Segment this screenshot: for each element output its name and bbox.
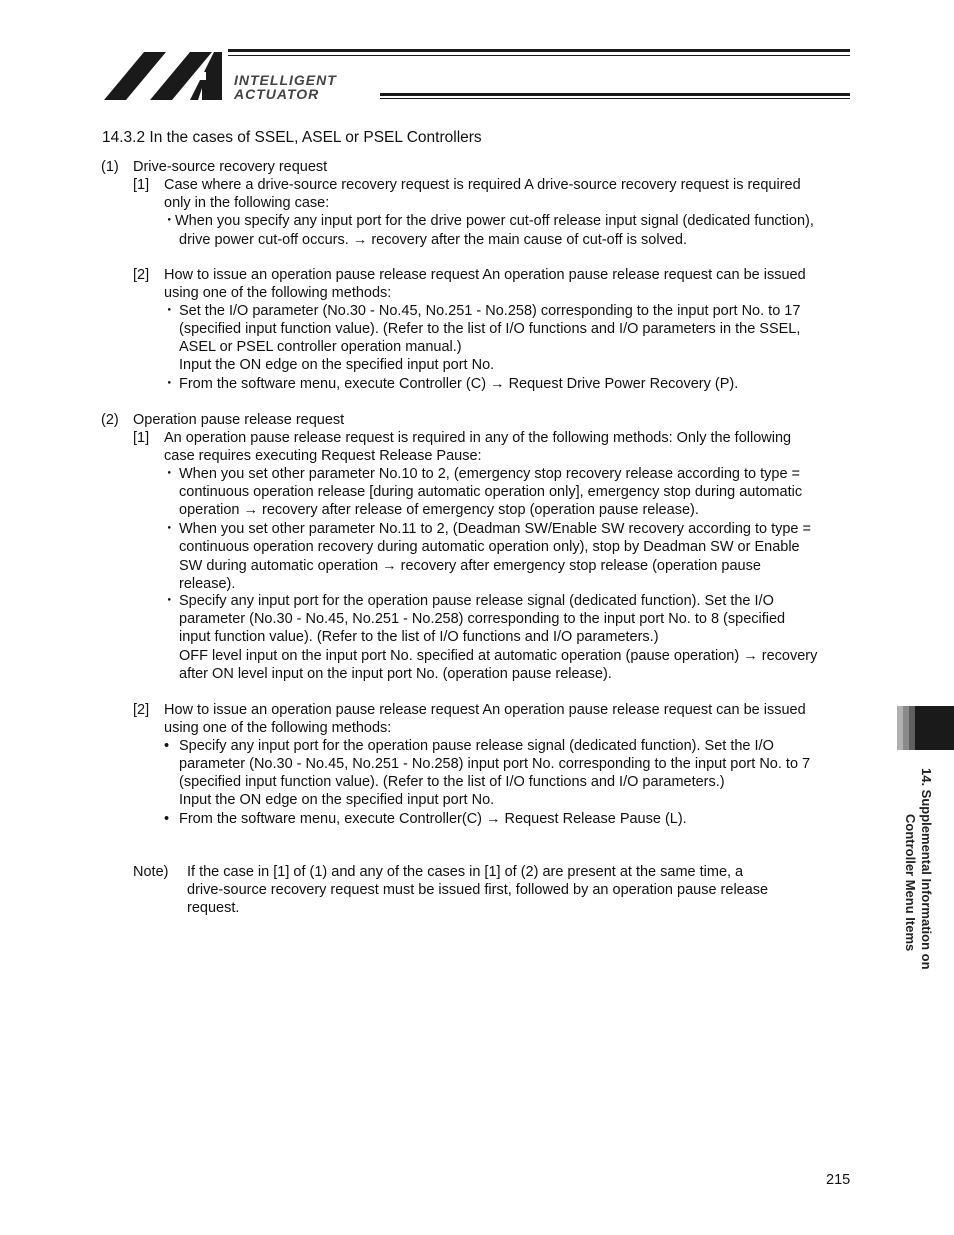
note-line: request. — [187, 900, 240, 916]
bullet-mark: ・ — [162, 303, 177, 319]
text-line: Specify any input port for the operation pause release signal (dedicated function). Set the I/O — [179, 738, 774, 754]
text-line: From the software menu, execute Controller (C) → Request Drive Power Recovery (P). — [179, 376, 739, 392]
text-line: When you specify any input port for the drive power cut-off release input signal (dedicated function), — [175, 213, 814, 229]
bullet-mark: ・ — [162, 521, 177, 537]
text-line: operation → recovery after release of emergency stop (operation pause release). — [179, 502, 699, 518]
text-line: (specified input function value). (Refer to the list of I/O functions and I/O parameters in the SSEL, — [179, 321, 801, 337]
text-line: only in the following case: — [164, 195, 330, 211]
text-line: Case where a drive-source recovery request is required A drive-source recovery request is required — [164, 177, 801, 193]
chapter-side-label — [900, 768, 940, 1028]
text-line: input function value). (Refer to the list of I/O functions and I/O parameters.) — [179, 629, 659, 645]
text-line: An operation pause release request is required in any of the following methods: Only the following — [164, 430, 792, 446]
text-line: parameter (No.30 - No.45, No.251 - No.258) input port No. corresponding to the input port No. to 7 — [179, 756, 811, 772]
text-line: continuous operation recovery during automatic operation only), stop by Deadman SW or Enable — [179, 539, 800, 555]
text-line: From the software menu, execute Controller(C) → Request Release Pause (L). — [179, 811, 687, 827]
text-line: OFF level input on the input port No. specified at automatic operation (pause operation) → recovery — [179, 648, 818, 664]
part1-title: Drive-source recovery request — [133, 159, 328, 175]
text-line: Input the ON edge on the specified input port No. — [179, 792, 495, 808]
page-number: 215 — [826, 1172, 851, 1188]
bullet-mark: ・ — [162, 593, 177, 609]
part2-number: (2) — [101, 412, 119, 428]
svg-text:ACTUATOR: ACTUATOR — [234, 86, 320, 102]
text-line: Specify any input port for the operation pause release signal (dedicated function). Set the I/O — [179, 593, 774, 609]
part1-sub1-number: [1] — [133, 177, 150, 193]
bullet-mark: ・ — [162, 213, 177, 229]
chapter-tab-marker — [897, 706, 954, 750]
text-line: using one of the following methods: — [164, 720, 392, 736]
part1-sub2-number: [2] — [133, 267, 150, 283]
text-line: When you set other parameter No.11 to 2, (Deadman SW/Enable SW recovery according to type = — [179, 521, 811, 537]
bullet-mark: • — [164, 811, 170, 827]
text-line: When you set other parameter No.10 to 2, (emergency stop recovery release according to type = — [179, 466, 801, 482]
text-line: SW during automatic operation → recovery after emergency stop release (operation pause — [179, 558, 761, 574]
bullet-mark: ・ — [162, 466, 177, 482]
text-line: How to issue an operation pause release request An operation pause release request can be issued — [164, 267, 806, 283]
part2-title: Operation pause release request — [133, 412, 345, 428]
svg-text:Controller Menu Items: Controller Menu Items — [903, 814, 918, 952]
bullet-mark: ・ — [162, 376, 177, 392]
svg-text:14. Supplemental Information o: 14. Supplemental Information on — [919, 768, 934, 970]
text-line: Input the ON edge on the specified input port No. — [179, 357, 495, 373]
note-label: Note) — [133, 864, 169, 880]
section-heading: 14.3.2 In the cases of SSEL, ASEL or PSEL Controllers — [102, 129, 482, 146]
text-line: Set the I/O parameter (No.30 - No.45, No.251 - No.258) corresponding to the input port No. to 17 — [179, 303, 801, 319]
text-line: ASEL or PSEL controller operation manual.) — [179, 339, 462, 355]
text-line: continuous operation release [during automatic operation only], emergency stop during automatic — [179, 484, 803, 500]
part2-sub1-number: [1] — [133, 430, 150, 446]
text-line: parameter (No.30 - No.45, No.251 - No.258) corresponding to the input port No. to 8 (specified — [179, 611, 786, 627]
text-line: How to issue an operation pause release request An operation pause release request can be issued — [164, 702, 806, 718]
svg-text:INTELLIGENT: INTELLIGENT — [234, 72, 337, 88]
text-line: release). — [179, 576, 236, 592]
text-line: drive power cut-off occurs. → recovery after the main cause of cut-off is solved. — [179, 232, 687, 248]
note-line: drive-source recovery request must be issued first, followed by an operation pause release — [187, 882, 769, 898]
part1-number: (1) — [101, 159, 119, 175]
text-line: (specified input function value). (Refer to the list of I/O functions and I/O parameters.) — [179, 774, 725, 790]
text-line: case requires executing Request Release Pause: — [164, 448, 482, 464]
intelligent-actuator-logo — [104, 48, 854, 104]
text-line: using one of the following methods: — [164, 285, 392, 301]
note-line: If the case in [1] of (1) and any of the cases in [1] of (2) are present at the same time, a — [187, 864, 744, 880]
bullet-mark: • — [164, 738, 170, 754]
part2-sub2-number: [2] — [133, 702, 150, 718]
text-line: after ON level input on the input port No. (operation pause release). — [179, 666, 612, 682]
